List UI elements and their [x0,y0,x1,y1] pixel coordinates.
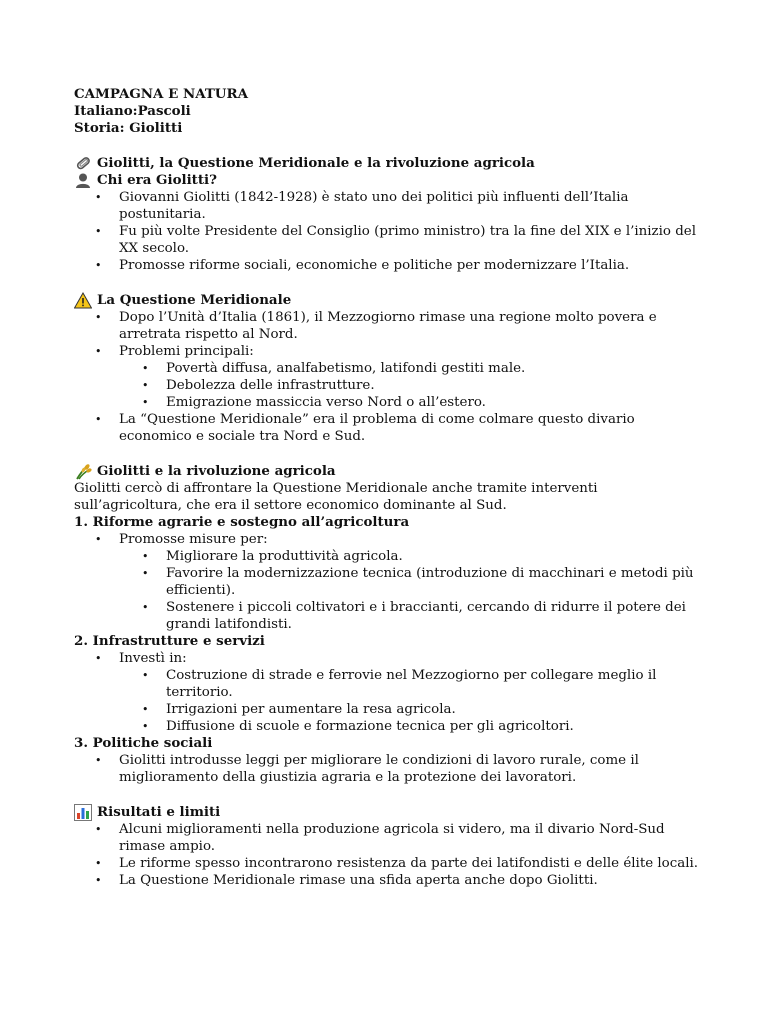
list-item: • La “Questione Meridionale” era il problema di come colmare questo divario economico e sociale tra Nord e Sud. [74,411,704,445]
header-line-italiano: Italiano:Pascoli [74,103,191,119]
section-agri-title [74,463,704,480]
section-who-title [74,172,704,189]
header-line-topic: CAMPAGNA E NATURA [74,86,249,102]
measures-sublist [119,548,704,633]
list-item-label: Promosse misure per: [119,532,268,547]
sublist-item: • Costruzione di strade e ferrovie nel Mezzogiorno per collegare meglio il territorio. [74,667,704,701]
sublist-item: • Povertà diffusa, analfabetismo, latifondi gestiti male. [74,360,704,377]
investments-sublist [119,667,704,735]
sublist-item: • Sostenere i piccoli coltivatori e i braccianti, cercando di ridurre il potere dei grandi latifondisti. [74,599,704,633]
document-page [74,86,704,889]
agri-list-1 [74,531,704,633]
sublist-item: • Debolezza delle infrastrutture. [74,377,704,394]
sublist-item: • Favorire la modernizzazione tecnica (introduzione di macchinari e metodi più efficienti). [74,565,704,599]
results-list [74,821,704,889]
sheaf-of-rice-icon [74,463,92,480]
list-item: • Giolitti introdusse leggi per migliorare le condizioni di lavoro rurale, come il miglioramento della giustizia agraria e la protezione dei lavoratori. [74,752,704,786]
list-item: • Dopo l’Unità d’Italia (1861), il Mezzogiorno rimase una regione molto povera e arretrata rispetto al Nord. [74,309,704,343]
list-item: • La Questione Meridionale rimase una sfida aperta anche dopo Giolitti. [74,872,704,889]
list-item: • Promosse riforme sociali, economiche e politiche per modernizzare l’Italia. [74,257,704,274]
list-item [74,343,704,411]
section-who-title-text: Chi era Giolitti? [97,172,217,188]
list-item-label: Investì in: [119,651,187,666]
list-item: • Le riforme spesso incontrarono resistenza da parte dei latifondisti e delle élite locali. [74,855,704,872]
header-line-storia: Storia: Giolitti [74,120,183,136]
question-list [74,309,704,445]
main-title-text: Giolitti, la Questione Meridionale e la rivoluzione agricola [97,155,535,171]
sublist-item: • Emigrazione massiccia verso Nord o all’estero. [74,394,704,411]
bar-chart-icon [74,804,92,821]
agri-list-2 [74,650,704,735]
section-question-title-text: La Questione Meridionale [97,292,292,308]
agri-subheading-1: 1. Riforme agrarie e sostegno all’agricoltura [74,514,410,530]
agri-subheading-3: 3. Politiche sociali [74,735,213,751]
agri-intro-paragraph: Giolitti cercò di affrontare la Questione Meridionale anche tramite interventi sull’agricoltura, che era il settore economico dominante al Sud. [74,481,598,513]
document-header [74,86,704,137]
warning-icon [74,292,92,309]
list-item [74,650,704,735]
sublist-item: • Irrigazioni per aumentare la resa agricola. [74,701,704,718]
section-agri-title-text: Giolitti e la rivoluzione agricola [97,463,336,479]
section-results-title [74,804,704,821]
agri-subheading-2: 2. Infrastrutture e servizi [74,633,265,649]
list-item [74,531,704,633]
list-item-label: Problemi principali: [119,344,254,359]
problems-sublist [119,360,704,411]
list-item: • Fu più volte Presidente del Consiglio (primo ministro) tra la fine del XIX e l’inizio del XX secolo. [74,223,704,257]
section-question-title [74,292,704,309]
person-bust-icon [74,172,92,189]
list-item: • Alcuni miglioramenti nella produzione agricola si videro, ma il divario Nord-Sud rimase ampio. [74,821,704,855]
agri-list-3 [74,752,704,786]
who-list [74,189,704,274]
sublist-item: • Diffusione di scuole e formazione tecnica per gli agricoltori. [74,718,704,735]
paperclip-icon [74,155,92,172]
main-title [74,155,704,172]
section-results-title-text: Risultati e limiti [97,804,221,820]
list-item: • Giovanni Giolitti (1842-1928) è stato uno dei politici più influenti dell’Italia postunitaria. [74,189,704,223]
sublist-item: • Migliorare la produttività agricola. [74,548,704,565]
